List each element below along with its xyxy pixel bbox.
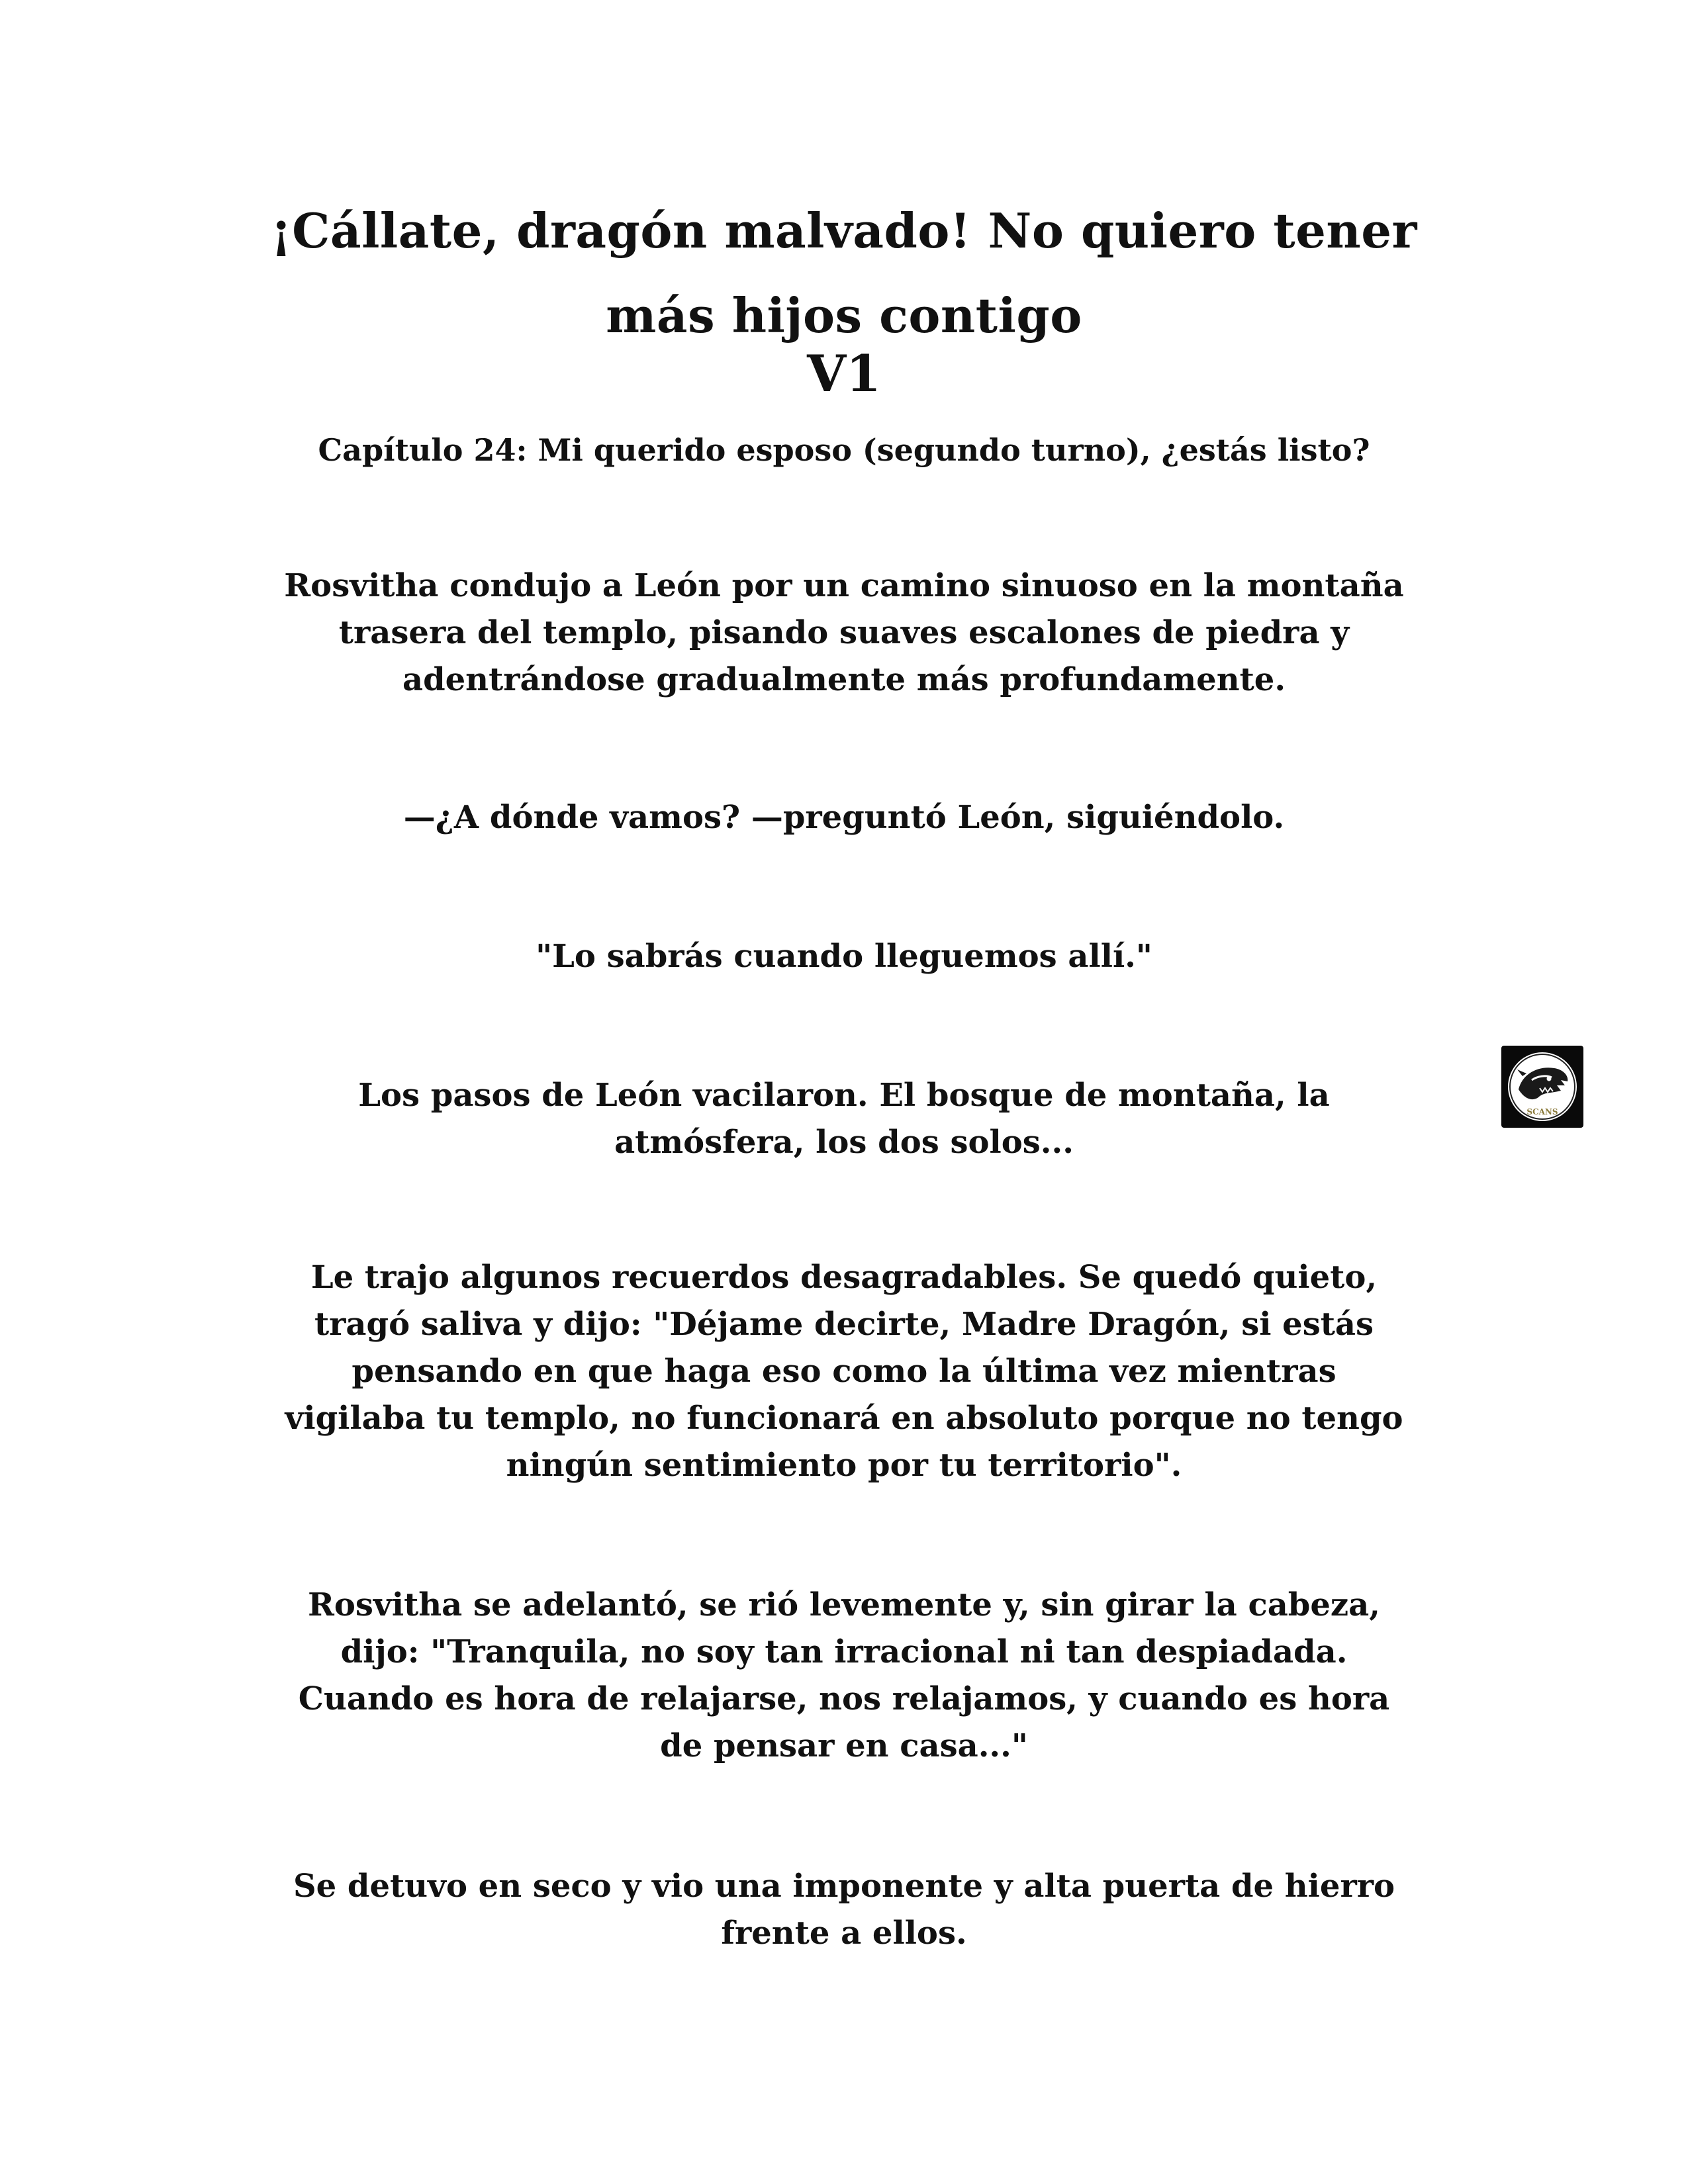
paragraph bbox=[218, 933, 1470, 980]
paragraph-line: Se detuvo en seco y vio una imponente y alta puerta de hierro bbox=[293, 1868, 1395, 1905]
volume-label: V1 bbox=[807, 344, 881, 403]
chapter-heading: Capítulo 24: Mi querido esposo (segundo turno), ¿estás listo? bbox=[318, 432, 1370, 468]
paragraph-line: tragó saliva y dijo: "Déjame decirte, Madre Dragón, si estás bbox=[314, 1306, 1374, 1343]
paragraph-line: Rosvitha condujo a León por un camino sinuoso en la montaña bbox=[284, 567, 1404, 604]
document-title bbox=[199, 189, 1489, 358]
paragraph-line: Rosvitha se adelantó, se rió levemente y, sin girar la cabeza, bbox=[308, 1586, 1380, 1623]
paragraph-line: frente a ellos. bbox=[721, 1915, 967, 1952]
paragraph-line: vigilaba tu templo, no funcionará en absoluto porque no tengo bbox=[285, 1400, 1403, 1437]
dragon-icon bbox=[1505, 1050, 1579, 1124]
logo-text: SCANS bbox=[1526, 1107, 1558, 1116]
title-line: ¡Cállate, dragón malvado! No quiero tener bbox=[271, 203, 1417, 259]
paragraph bbox=[218, 1863, 1470, 1957]
paragraph bbox=[218, 1582, 1470, 1770]
paragraph bbox=[218, 794, 1470, 841]
paragraph-line: trasera del templo, pisando suaves escalones de piedra y bbox=[338, 614, 1350, 651]
paragraph-line: de pensar en casa..." bbox=[660, 1727, 1028, 1764]
dragon-scans-logo-icon bbox=[1501, 1046, 1583, 1128]
paragraph-line: pensando en que haga eso como la última vez mientras bbox=[352, 1353, 1336, 1390]
paragraph-line: "Lo sabrás cuando lleguemos allí." bbox=[536, 938, 1152, 975]
paragraph-line: ningún sentimiento por tu territorio". bbox=[506, 1447, 1182, 1484]
title-line: más hijos contigo bbox=[606, 287, 1082, 343]
paragraph bbox=[218, 1254, 1470, 1489]
paragraph-line: Cuando es hora de relajarse, nos relajamos, y cuando es hora bbox=[298, 1680, 1390, 1717]
paragraph-line: adentrándose gradualmente más profundamente. bbox=[402, 661, 1286, 698]
paragraph-line: atmósfera, los dos solos... bbox=[614, 1124, 1074, 1161]
paragraph bbox=[218, 1072, 1470, 1166]
paragraph bbox=[218, 563, 1470, 704]
paragraph-line: dijo: "Tranquila, no soy tan irracional ni tan despiadada. bbox=[340, 1633, 1348, 1670]
paragraph-line: Los pasos de León vacilaron. El bosque de montaña, la bbox=[358, 1077, 1330, 1114]
paragraph-line: Le trajo algunos recuerdos desagradables. Se quedó quieto, bbox=[310, 1259, 1378, 1296]
paragraph-line: —¿A dónde vamos? —preguntó León, siguiéndolo. bbox=[403, 799, 1285, 836]
